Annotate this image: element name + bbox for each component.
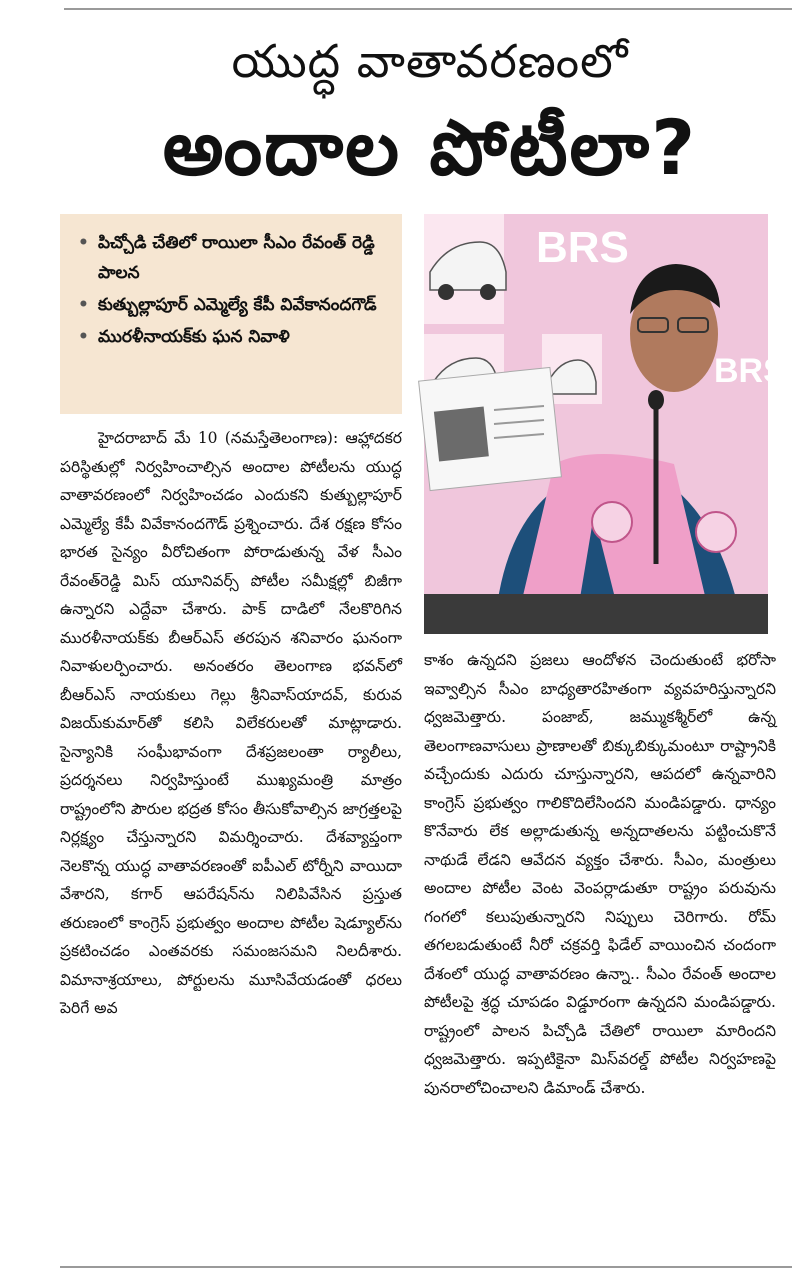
bottom-rule [60, 1266, 792, 1268]
highlight-item: • మురళీనాయక్‌కు ఘన నివాళి [78, 322, 388, 352]
press-conference-image [424, 214, 786, 634]
news-photo [424, 214, 786, 634]
brs-backdrop-text: BRS [714, 352, 786, 390]
scarf-emblem [696, 512, 736, 552]
microphone-icon [648, 390, 664, 410]
article-column-right [424, 646, 776, 1102]
article-paragraph: కాశం ఉన్నదని ప్రజలు ఆందోళన చెందుతుంటే భరోసా ఇవ్వాల్సిన సీఎం బాధ్యతారహితంగా వ్యవహరిస్తున్నారని ధ్వజమెత్తారు. పంజాబ్, జమ్ముకశ్మీర్‌లో ఉన్న తెలంగాణవాసులు ప్రాణాలతో బిక్కుబిక్కుమంటూ రాష్ట్రానికి వచ్చేందుకు ఎదురు చూస్తున్నారని, ఆపదలో ఉన్నవారిని కాంగ్రెస్ ప్రభుత్వం గాలికొదిలేసిందని మండిపడ్డారు. ధాన్యం కొనేవారు లేక అల్లాడుతున్న అన్నదాతలను పట్టించుకొనే నాథుడే లేడని ఆవేదన వ్యక్తం చేశారు. సీఎం, మంత్రులు అందాల పోటీల వెంట వెంపర్లాడుతూ రాష్ట్రం పరువును గంగలో కలుపుతున్నారని నిప్పులు చెరిగారు. రోమ్ తగలబడుతుంటే నీరో చక్రవర్తి ఫిడేల్ వాయించిన చందంగా దేశంలో యుద్ధ వాతావరణం ఉన్నా.. సీఎం రేవంత్ అందాల పోటీలపై శ్రద్ధ చూపడం విడ్డూరంగా ఉన్నదని మండిపడ్డారు. రాష్ట్రంలో పాలన పిచ్చోడి చేతిలో రాయిలా మారిందని ధ్వజమెత్తారు. ఇప్పటికైనా మిస్‌వరల్డ్ పోటీల నిర్వహణపై పునరాలోచించాలని డిమాండ్ చేశారు. [424, 651, 776, 1097]
car-wheel [480, 284, 496, 300]
table-edge [424, 594, 768, 634]
headline-line-2: అందాల పోటీలా? [162, 103, 698, 192]
brs-backdrop-text: BRS [536, 223, 629, 272]
highlight-item: • కుత్బుల్లాపూర్ ఎమ్మెల్యే కేపీ వివేకానందగౌడ్ [78, 290, 388, 320]
highlight-item: • పిచ్చోడి చేతిలో రాయిలా సీఎం రేవంత్ రెడ్డి పాలన [78, 228, 388, 288]
newspaper-photo [434, 407, 489, 462]
headline-line-1: యుద్ధ వాతావరణంలో [231, 34, 629, 88]
highlights-list [78, 228, 388, 352]
top-rule [64, 8, 792, 10]
car-wheel [438, 284, 454, 300]
article-paragraph: హైదరాబాద్ మే 10 (నమస్తేతెలంగాణ): ఆహ్లాదకర పరిస్థితుల్లో నిర్వహించాల్సిన అందాల పోటీలను యుద్ధ వాతావరణంలో నిర్వహించడం ఎందుకని కుత్బుల్లాపూర్ ఎమ్మెల్యే కేపీ వివేకానందగౌడ్ ప్రశ్నించారు. దేశ రక్షణ కోసం భారత సైన్యం వీరోచితంగా పోరాడుతున్న వేళ సీఎం రేవంత్‌రెడ్డి మిస్ యూనివర్స్ పోటీల సమీక్షల్లో బిజీగా ఉన్నారని ఎద్దేవా చేశారు. పాక్ దాడిలో నేలకొరిగిన మురళీనాయక్‌కు బీఆర్‌ఎస్ తరపున శనివారం ఘనంగా నివాళులర్పించారు. అనంతరం తెలంగాణ భవన్‌లో బీఆర్‌ఎస్ నాయకులు గెల్లు శ్రీనివాస్‌యాదవ్, కురువ విజయ్‌కుమార్‌తో కలిసి విలేకరులతో మాట్లాడారు. సైన్యానికి సంఘీభావంగా దేశప్రజలంతా ర్యాలీలు, ప్రదర్శనలు నిర్వహిస్తుంటే ముఖ్యమంత్రి మాత్రం రాష్ట్రంలోని పౌరుల భద్రత కోసం తీసుకోవాల్సిన జాగ్రత్తలపై నిర్లక్ష్యం చేస్తున్నారని విమర్శించారు. దేశవ్యాప్తంగా నెలకొన్న యుద్ధ వాతావరణంతో ఐపీఎల్ టోర్నీని వాయిదా వేశారని, కగార్ ఆపరేషన్‌ను నిలిపివేసిన ప్రస్తుత తరుణంలో కాంగ్రెస్ ప్రభుత్వం అందాల పోటీల షెడ్యూల్‌ను ప్రకటించడం ఎంతవరకు సమంజసమని నిలదీశారు. విమానాశ్రయాలు, పోర్టులను మూసివేయడంతో ధరలు పెరిగే అవ [60, 429, 402, 1017]
article-column-left [60, 424, 402, 1023]
highlights-box [60, 214, 402, 414]
scarf-emblem [592, 502, 632, 542]
